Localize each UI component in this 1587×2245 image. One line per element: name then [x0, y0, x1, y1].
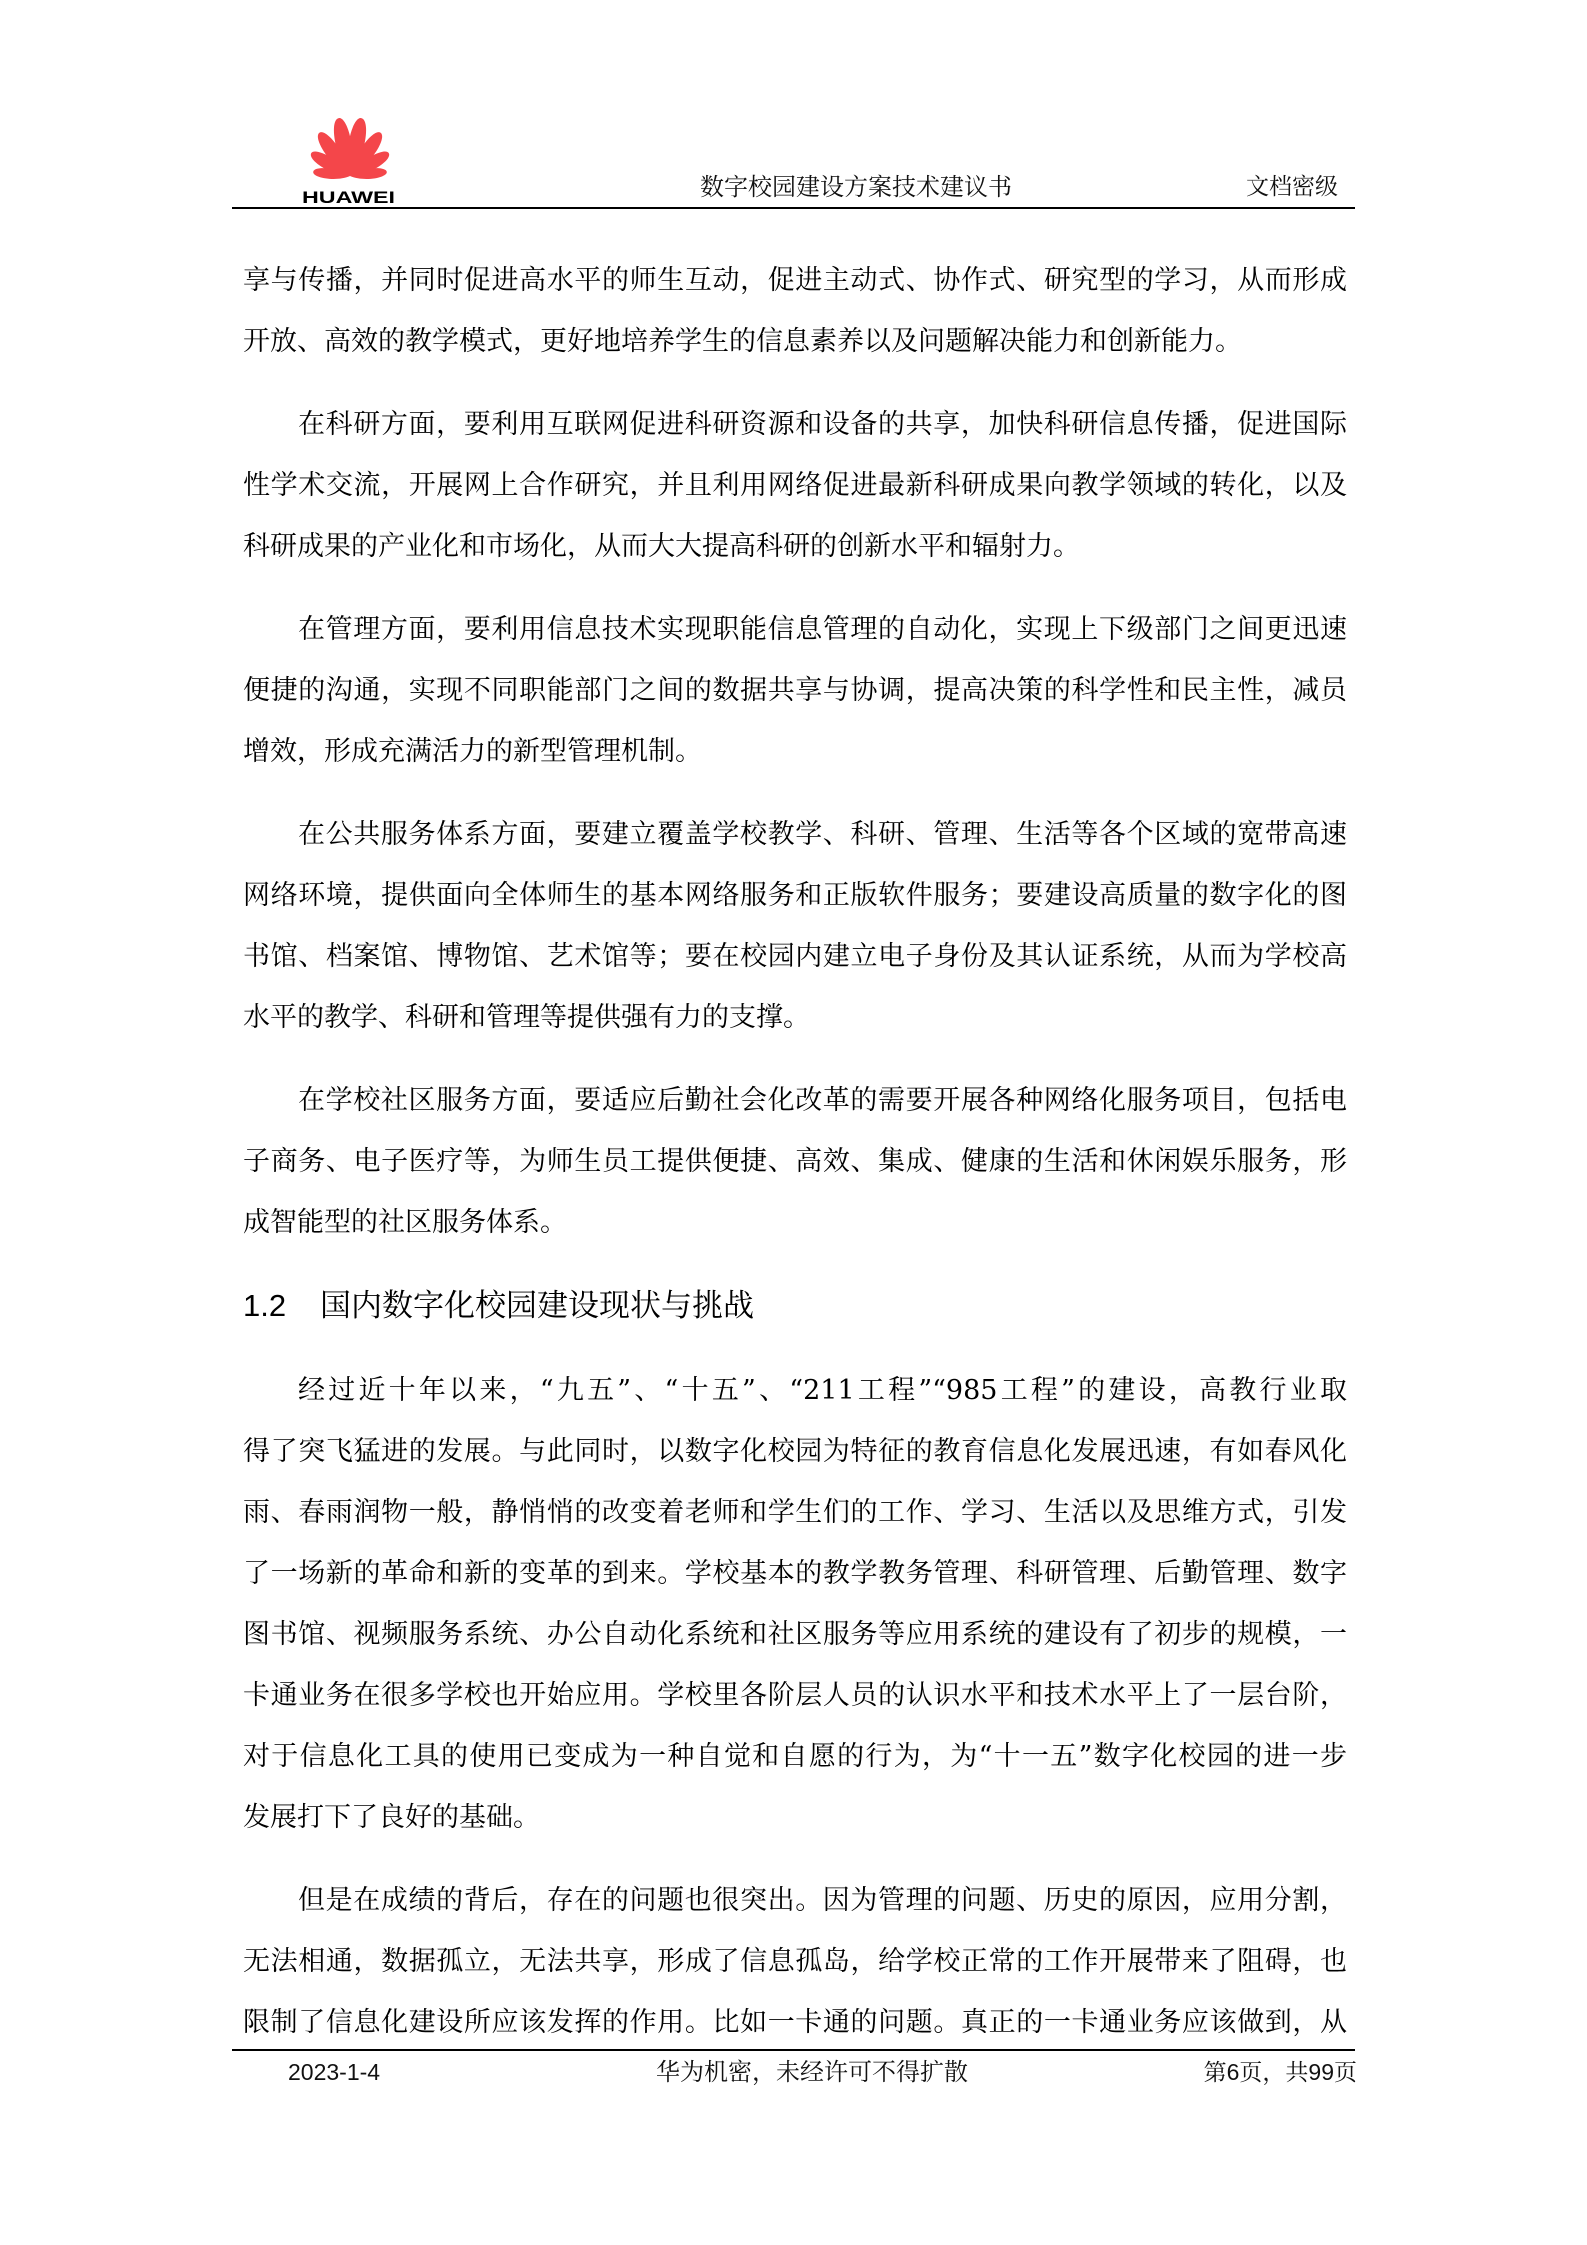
text-line: 对于信息化工具的使用已变成为一种自觉和自愿的行为，为“十一五”数字化校园的进一步 [243, 1740, 1347, 1772]
footer-rule [232, 2049, 1355, 2051]
page-indicator [1204, 2058, 1357, 2087]
text-line: 网络环境，提供面向全体师生的基本网络服务和正版软件服务；要建设高质量的数字化的图 [243, 879, 1347, 911]
footer-date: 2023-1-4 [288, 2059, 381, 2085]
section-title: 国内数字化校园建设现状与挑战 [320, 1287, 754, 1324]
huawei-logo [295, 105, 405, 210]
text-line: 限制了信息化建设所应该发挥的作用。比如一卡通的问题。真正的一卡通业务应该做到，从 [243, 2006, 1347, 2038]
text-line: 成智能型的社区服务体系。 [243, 1206, 567, 1238]
text-line: 雨、春雨润物一般，静悄悄的改变着老师和学生们的工作、学习、生活以及思维方式，引发 [243, 1496, 1347, 1528]
text-line: 了一场新的革命和新的变革的到来。学校基本的教学教务管理、科研管理、后勤管理、数字 [243, 1557, 1347, 1589]
page-suffix: 页 [1334, 2060, 1357, 2086]
text-line: 水平的教学、科研和管理等提供强有力的支撑。 [243, 1001, 810, 1033]
text-line: 图书馆、视频服务系统、办公自动化系统和社区服务等应用系统的建设有了初步的规模，一 [243, 1618, 1347, 1650]
page-prefix: 第 [1203, 2060, 1227, 2086]
paragraph-public-services [243, 804, 1347, 1048]
text-line: 享与传播，并同时促进高水平的师生互动，促进主动式、协作式、研究型的学习，从而形成 [243, 264, 1347, 296]
text-line: 在学校社区服务方面，要适应后勤社会化改革的需要开展各种网络化服务项目，包括电 [298, 1084, 1347, 1116]
logo-wordmark: HUAWEI [302, 188, 395, 207]
text-line: 发展打下了良好的基础。 [243, 1801, 540, 1833]
paragraph-research [243, 394, 1347, 577]
document-body [243, 250, 1347, 2053]
page-middle: 页，共 [1239, 2060, 1309, 2086]
paragraph-community-services [243, 1070, 1347, 1253]
text-line: 但是在成绩的背后，存在的问题也很突出。因为管理的问题、历史的原因，应用分割， [298, 1884, 1347, 1916]
section-number: 1.2 [243, 1287, 287, 1323]
paragraph-education-continued [243, 250, 1347, 372]
text-line: 经过近十年以来，“九五”、“十五”、“211工程”“985工程”的建设，高教行业取 [298, 1374, 1347, 1406]
text-line: 增效，形成充满活力的新型管理机制。 [243, 735, 702, 767]
total-pages-number: 99 [1308, 2059, 1334, 2085]
text-line: 得了突飞猛进的发展。与此同时，以数字化校园为特征的教育信息化发展迅速，有如春风化 [243, 1435, 1347, 1467]
text-line: 书馆、档案馆、博物馆、艺术馆等；要在校园内建立电子身份及其认证系统，从而为学校高 [243, 940, 1347, 972]
paragraph-challenges [243, 1870, 1347, 2053]
text-line: 科研成果的产业化和市场化，从而大大提高科研的创新水平和辐射力。 [243, 530, 1080, 562]
text-line: 无法相通，数据孤立，无法共享，形成了信息孤岛，给学校正常的工作开展带来了阻碍，也 [243, 1945, 1347, 1977]
text-line: 在公共服务体系方面，要建立覆盖学校教学、科研、管理、生活等各个区域的宽带高速 [298, 818, 1347, 850]
huawei-flower-icon [295, 105, 405, 210]
text-line: 便捷的沟通，实现不同职能部门之间的数据共享与协调，提高决策的科学性和民主性，减员 [243, 674, 1347, 706]
text-line: 在科研方面，要利用互联网促进科研资源和设备的共享，加快科研信息传播，促进国际 [298, 408, 1347, 440]
text-line: 性学术交流，开展网上合作研究，并且利用网络促进最新科研成果向教学领域的转化，以及 [243, 469, 1347, 501]
current-page-number: 6 [1226, 2059, 1240, 2085]
section-heading [243, 1275, 1347, 1336]
header-rule [232, 207, 1355, 209]
paragraph-management [243, 599, 1347, 782]
confidentiality-notice: 华为机密，未经许可不得扩散 [656, 2058, 968, 2086]
text-line: 卡通业务在很多学校也开始应用。学校里各阶层人员的认识水平和技术水平上了一层台阶， [243, 1679, 1347, 1711]
text-line: 在管理方面，要利用信息技术实现职能信息管理的自动化，实现上下级部门之间更迅速 [298, 613, 1347, 645]
document-title: 数字校园建设方案技术建议书 [700, 173, 1012, 201]
text-line: 开放、高效的教学模式，更好地培养学生的信息素养以及问题解决能力和创新能力。 [243, 325, 1242, 357]
text-line: 子商务、电子医疗等，为师生员工提供便捷、高效、集成、健康的生活和休闲娱乐服务，形 [243, 1145, 1347, 1177]
classification-label: 文档密级 [1246, 174, 1338, 200]
paragraph-current-status [243, 1360, 1347, 1848]
